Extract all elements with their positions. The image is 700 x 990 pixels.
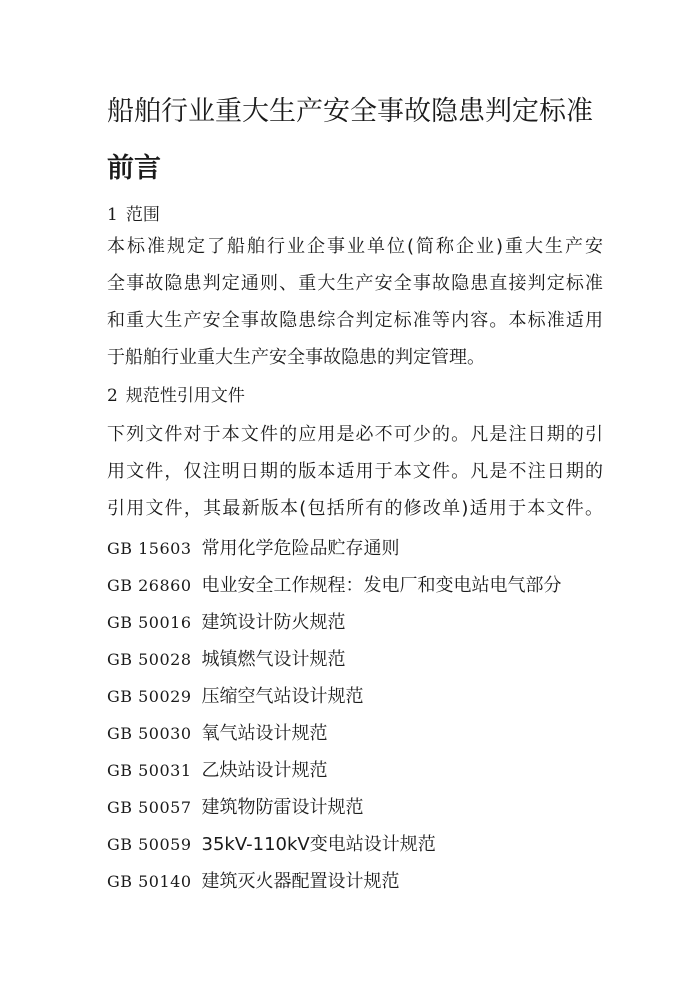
section-2-title: 规范性引用文件 (125, 386, 245, 406)
paragraph-line: 和重大生产安全事故隐患综合判定标准等内容。本标准适用 (107, 310, 603, 331)
reference-code: GB 50016 (107, 613, 192, 632)
reference-name: 35kV-110kV变电站设计规范 (201, 834, 436, 855)
section-2-number: 2 (107, 386, 118, 406)
reference-name: 常用化学危险品贮存通则 (201, 538, 400, 559)
reference-name: 建筑物防雷设计规范 (201, 797, 364, 818)
reference-code: GB 50030 (107, 724, 192, 743)
document-title: 船舶行业重大生产安全事故隐患判定标准 (107, 96, 593, 127)
reference-code: GB 50140 (107, 872, 192, 891)
section-2-heading (107, 384, 245, 408)
reference-name: 乙炔站设计规范 (201, 760, 328, 781)
reference-code: GB 50029 (107, 687, 192, 706)
section-1-number: 1 (107, 205, 118, 225)
reference-code: GB 50031 (107, 761, 192, 780)
paragraph-line: 全事故隐患判定通则、重大生产安全事故隐患直接判定标准 (107, 273, 603, 294)
reference-item (107, 678, 562, 715)
reference-name: 电业安全工作规程：发电厂和变电站电气部分 (201, 575, 562, 596)
section-2-paragraph (107, 416, 603, 527)
reference-item (107, 604, 562, 641)
reference-item (107, 752, 562, 789)
reference-item (107, 641, 562, 678)
paragraph-line: 用文件，仅注明日期的版本适用于本文件。凡是不注日期的 (107, 461, 603, 482)
paragraph-line: 引用文件，其最新版本(包括所有的修改单)适用于本文件。 (107, 498, 603, 519)
reference-code: GB 50059 (107, 835, 192, 854)
paragraph-line: 下列文件对于本文件的应用是必不可少的。凡是注日期的引 (107, 424, 603, 445)
reference-code: GB 50028 (107, 650, 192, 669)
reference-item (107, 567, 562, 604)
reference-list (107, 530, 562, 900)
reference-name: 城镇燃气设计规范 (201, 649, 346, 670)
reference-code: GB 50057 (107, 798, 192, 817)
reference-item (107, 826, 562, 863)
reference-code: GB 15603 (107, 539, 192, 558)
section-1-heading (107, 203, 160, 227)
preface-heading: 前言 (107, 153, 161, 184)
reference-item (107, 715, 562, 752)
reference-item (107, 789, 562, 826)
reference-item (107, 530, 562, 567)
reference-name: 建筑设计防火规范 (201, 612, 346, 633)
paragraph-line: 本标准规定了船舶行业企事业单位(简称企业)重大生产安 (107, 236, 603, 257)
reference-code: GB 26860 (107, 576, 192, 595)
paragraph-line: 于船舶行业重大生产安全事故隐患的判定管理。 (107, 347, 485, 368)
reference-name: 压缩空气站设计规范 (201, 686, 364, 707)
section-1-title: 范围 (125, 205, 160, 225)
section-1-paragraph (107, 228, 603, 376)
reference-name: 建筑灭火器配置设计规范 (201, 871, 400, 892)
reference-name: 氧气站设计规范 (201, 723, 328, 744)
reference-item (107, 863, 562, 900)
